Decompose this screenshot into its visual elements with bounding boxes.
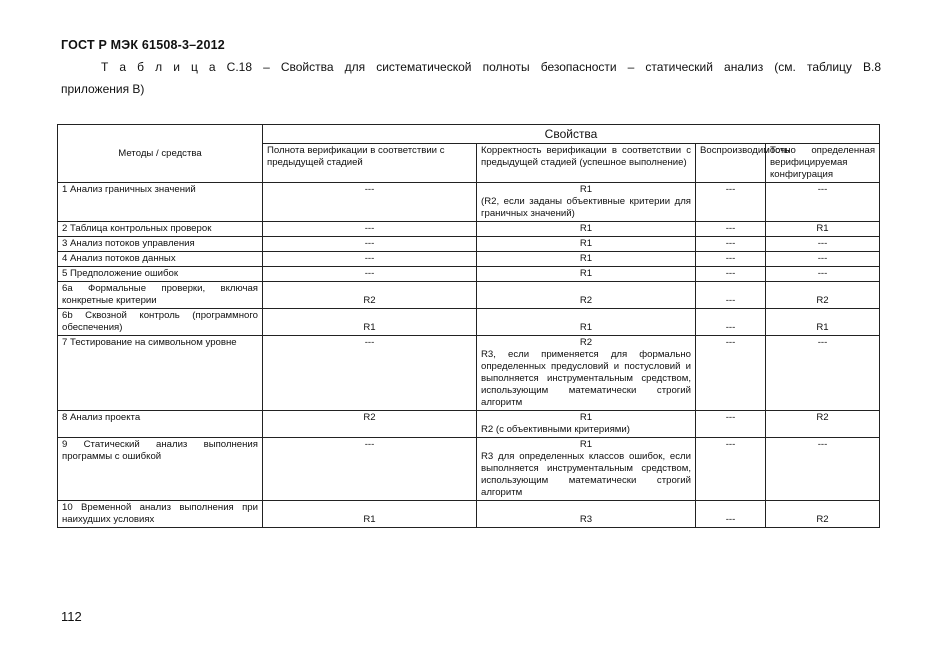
correctness-cell — [477, 309, 696, 336]
method-cell: 1 Анализ граничных значений — [58, 183, 263, 222]
method-cell: 8 Анализ проекта — [58, 411, 263, 438]
correctness-cell — [477, 438, 696, 501]
table-row — [58, 222, 880, 237]
completeness-cell: --- — [263, 267, 477, 282]
repeatability-cell: --- — [696, 267, 766, 282]
configuration-cell: R2 — [766, 501, 880, 528]
table-row — [58, 282, 880, 309]
page-number: 112 — [61, 609, 82, 624]
header-completeness: Полнота верификации в соответствии с предыдущей стадией — [263, 144, 477, 183]
completeness-cell: --- — [263, 183, 477, 222]
configuration-cell: --- — [766, 438, 880, 501]
correctness-cell — [477, 501, 696, 528]
method-cell: 2 Таблица контрольных проверок — [58, 222, 263, 237]
header-properties: Свойства — [263, 125, 880, 144]
header-correctness: Корректность верификации в соответствии с предыдущей стадией (успешное выполнение) — [477, 144, 696, 183]
configuration-cell: R1 — [766, 309, 880, 336]
completeness-cell: --- — [263, 222, 477, 237]
correctness-cell — [477, 336, 696, 411]
correctness-cell — [477, 237, 696, 252]
table-row — [58, 438, 880, 501]
repeatability-cell: --- — [696, 309, 766, 336]
correctness-cell — [477, 282, 696, 309]
completeness-cell: --- — [263, 336, 477, 411]
correctness-cell — [477, 183, 696, 222]
correctness-value: R1 — [579, 439, 593, 450]
correctness-value: R1 — [579, 322, 593, 333]
repeatability-cell: --- — [696, 237, 766, 252]
correctness-value: R1 — [579, 412, 593, 423]
repeatability-cell: --- — [696, 336, 766, 411]
repeatability-cell: --- — [696, 252, 766, 267]
repeatability-cell: --- — [696, 282, 766, 309]
correctness-value: R1 — [579, 268, 593, 279]
correctness-cell — [477, 252, 696, 267]
method-cell: 6b Сквозной контроль (программного обеспечения) — [58, 309, 263, 336]
correctness-value: R2 — [579, 337, 593, 348]
completeness-cell: --- — [263, 252, 477, 267]
repeatability-cell: --- — [696, 222, 766, 237]
method-cell: 4 Анализ потоков данных — [58, 252, 263, 267]
table-row — [58, 309, 880, 336]
repeatability-cell: --- — [696, 411, 766, 438]
configuration-cell: R1 — [766, 222, 880, 237]
repeatability-cell: --- — [696, 183, 766, 222]
header-repeatability: Воспроизводимость — [696, 144, 766, 183]
method-cell: 10 Временной анализ выполнения при наихудших условиях — [58, 501, 263, 528]
table-row — [58, 252, 880, 267]
configuration-cell: --- — [766, 267, 880, 282]
correctness-value: R3 — [579, 514, 593, 525]
table-caption — [61, 56, 881, 100]
completeness-cell: --- — [263, 438, 477, 501]
properties-table — [57, 124, 880, 528]
header-configuration: Точно определенная верифицируемая конфигурация — [766, 144, 880, 183]
method-cell: 7 Тестирование на символьном уровне — [58, 336, 263, 411]
method-cell: 9 Статический анализ выполнения программы с ошибкой — [58, 438, 263, 501]
table-row — [58, 237, 880, 252]
completeness-cell: R2 — [263, 282, 477, 309]
completeness-cell: --- — [263, 237, 477, 252]
table-row — [58, 267, 880, 282]
completeness-cell: R2 — [263, 411, 477, 438]
correctness-value: R1 — [579, 238, 593, 249]
correctness-value: R1 — [579, 223, 593, 234]
correctness-note: R3 для определенных классов ошибок, если выполняется инструментальным средством, использующим математически строгий алгоритм — [481, 451, 691, 498]
repeatability-cell: --- — [696, 438, 766, 501]
correctness-note: (R2, если заданы объективные критерии для граничных значений) — [481, 196, 691, 219]
caption-line-1: Т а б л и ц а С.18 – Свойства для систематической полноты безопасности – статический анализ (см. таблицу В.8 — [101, 60, 881, 74]
configuration-cell: --- — [766, 252, 880, 267]
table-row — [58, 336, 880, 411]
completeness-cell: R1 — [263, 309, 477, 336]
repeatability-cell: --- — [696, 501, 766, 528]
completeness-cell: R1 — [263, 501, 477, 528]
table-row — [58, 411, 880, 438]
configuration-cell: R2 — [766, 411, 880, 438]
configuration-cell: R2 — [766, 282, 880, 309]
configuration-cell: --- — [766, 336, 880, 411]
method-cell: 6a Формальные проверки, включая конкретные критерии — [58, 282, 263, 309]
correctness-value: R2 — [579, 295, 593, 306]
configuration-cell: --- — [766, 237, 880, 252]
correctness-value: R1 — [579, 253, 593, 264]
method-cell: 3 Анализ потоков управления — [58, 237, 263, 252]
standard-header: ГОСТ Р МЭК 61508-3–2012 — [61, 38, 225, 52]
correctness-value: R1 — [579, 184, 593, 195]
configuration-cell: --- — [766, 183, 880, 222]
correctness-cell — [477, 267, 696, 282]
header-methods: Методы / средства — [58, 125, 263, 183]
table-row — [58, 183, 880, 222]
correctness-cell — [477, 222, 696, 237]
method-cell: 5 Предположение ошибок — [58, 267, 263, 282]
table-row — [58, 501, 880, 528]
correctness-note: R2 (с объективными критериями) — [481, 424, 630, 435]
correctness-note: R3, если применяется для формально определенных предусловий и постусловий и выполняется инструментальным средством, использующим математически строгий алгоритм — [481, 349, 691, 408]
correctness-cell — [477, 411, 696, 438]
caption-line-2: приложения В) — [61, 82, 145, 96]
